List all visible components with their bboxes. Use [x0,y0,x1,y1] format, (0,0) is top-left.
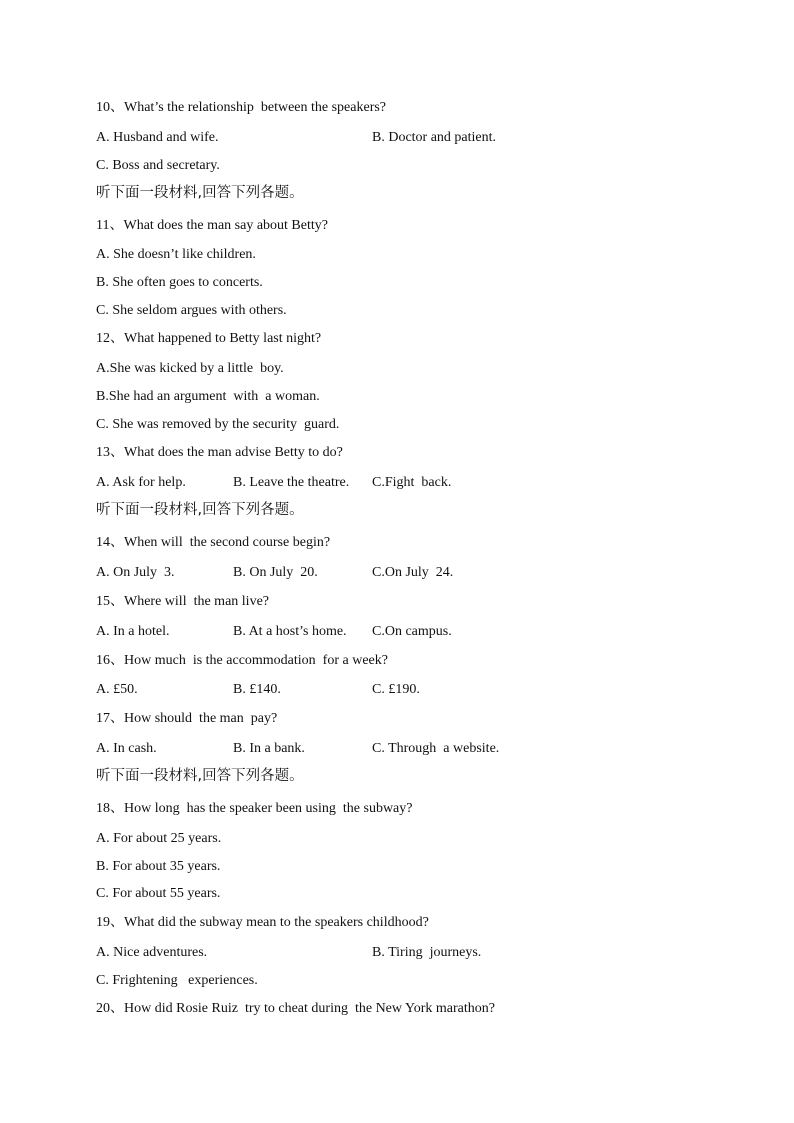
q10-option-c: C. Boss and secretary. [96,158,220,173]
q16-option-a: A. £50. [96,682,138,697]
q19-option-a: A. Nice adventures. [96,945,208,960]
q16-option-b: B. £140. [233,682,281,697]
q13-option-b: B. Leave the theatre. [233,475,350,490]
q11-option-c: C. She seldom argues with others. [96,303,287,318]
q17-option-c: C. Through a website. [372,741,500,756]
q12-option-a: A.She was kicked by a little boy. [96,361,284,376]
q10-option-b: B. Doctor and patient. [372,130,497,145]
q15-option-a: A. In a hotel. [96,624,170,639]
q17-option-a: A. In cash. [96,741,157,756]
q12-option-b: B.She had an argument with a woman. [96,389,320,404]
question-13: 13、What does the man advise Betty to do? [96,445,343,460]
q15-option-c: C.On campus. [372,624,452,639]
section-instruction: 听下面一段材料,回答下列各题。 [96,185,304,201]
question-10: 10、What’s the relationship between the speakers? [96,100,387,115]
q14-option-c: C.On July 24. [372,565,454,580]
section-instruction: 听下面一段材料,回答下列各题。 [96,768,304,784]
q19-option-c: C. Frightening experiences. [96,973,258,988]
q16-option-c: C. £190. [372,682,420,697]
q11-option-b: B. She often goes to concerts. [96,275,263,290]
question-19: 19、What did the subway mean to the speakers childhood? [96,915,429,930]
question-18: 18、How long has the speaker been using the subway? [96,801,413,816]
q10-option-a: A. Husband and wife. [96,130,219,145]
q18-option-a: A. For about 25 years. [96,831,222,846]
q19-option-b: B. Tiring journeys. [372,945,482,960]
question-20: 20、How did Rosie Ruiz try to cheat during the New York marathon? [96,1001,495,1016]
q13-option-c: C.Fight back. [372,475,452,490]
question-17: 17、How should the man pay? [96,711,278,726]
question-14: 14、When will the second course begin? [96,535,331,550]
q17-option-b: B. In a bank. [233,741,305,756]
q13-option-a: A. Ask for help. [96,475,186,490]
q12-option-c: C. She was removed by the security guard. [96,417,340,432]
question-11: 11、What does the man say about Betty? [96,218,328,233]
q15-option-b: B. At a host’s home. [233,624,347,639]
q14-option-b: B. On July 20. [233,565,318,580]
section-instruction: 听下面一段材料,回答下列各题。 [96,502,304,518]
question-12: 12、What happened to Betty last night? [96,331,322,346]
q18-option-c: C. For about 55 years. [96,886,221,901]
question-15: 15、Where will the man live? [96,594,269,609]
q11-option-a: A. She doesn’t like children. [96,247,256,262]
q14-option-a: A. On July 3. [96,565,175,580]
q18-option-b: B. For about 35 years. [96,859,221,874]
question-16: 16、How much is the accommodation for a week? [96,653,388,668]
